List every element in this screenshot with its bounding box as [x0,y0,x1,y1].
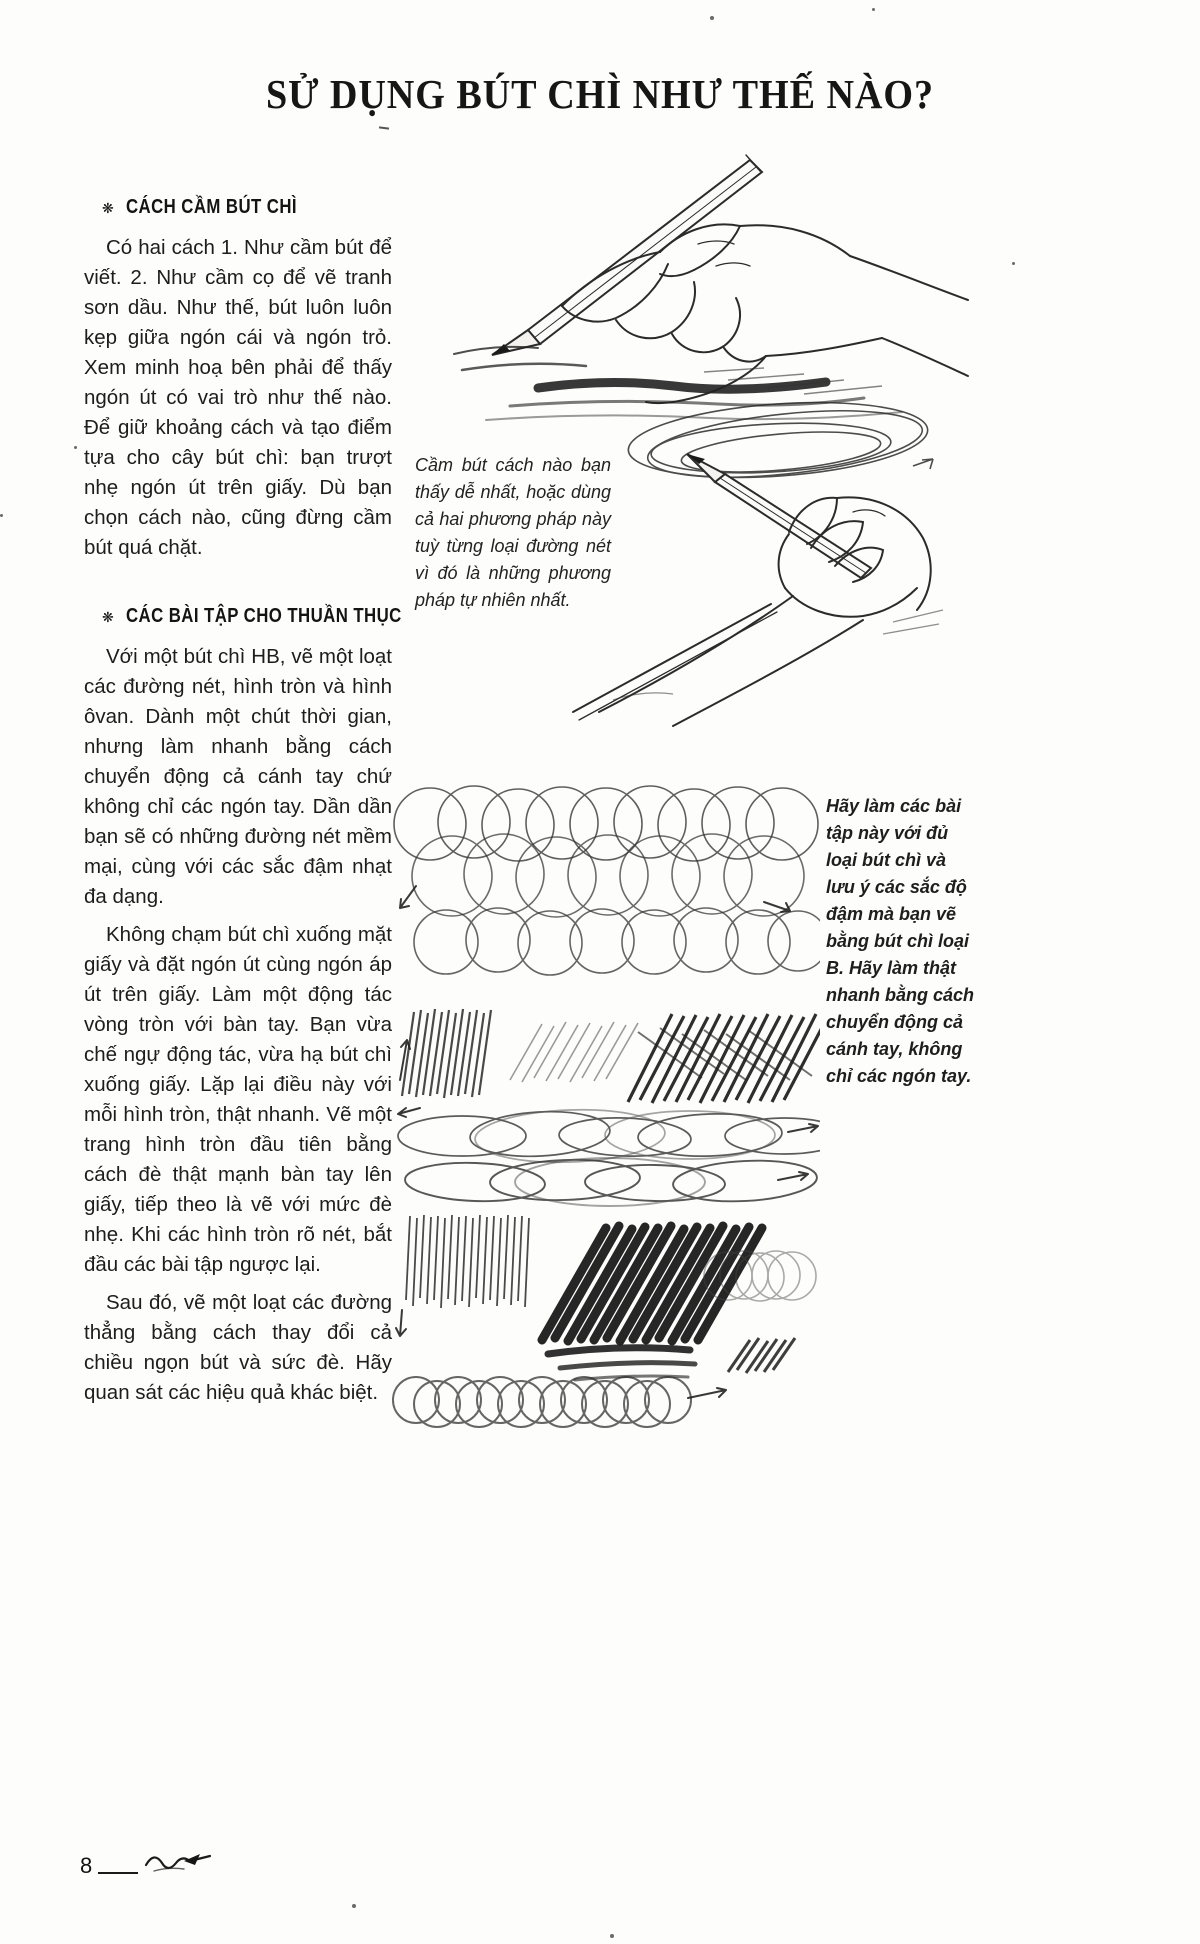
hand-brush-grip-illustration [553,382,973,732]
section-heading-exercises [84,605,402,628]
page-footer [80,1843,220,1877]
page-number: 8 [80,1853,93,1878]
scan-speck [872,8,875,11]
page-title: SỬ DỤNG BÚT CHÌ NHƯ THẾ NÀO? [265,71,934,117]
hand-outline [562,224,968,403]
hatch-shading [613,610,943,700]
scan-speck [1012,262,1015,265]
footer-rule [98,1872,138,1874]
paragraph: Sau đó, vẽ một loạt các đường thẳng bằng cách thay đổi cả chiều ngọn bút và sức đè. Hãy quan sát các hiệu quả khác biệt. [84,1291,392,1404]
scan-speck [710,16,714,20]
coil-row [393,1377,691,1427]
paragraph: Có hai cách 1. Như cầm bút để viết. 2. Như cầm cọ để vẽ tranh sơn dầu. Như thế, bút luôn luôn kẹp giữa ngón cái và ngón trỏ. Xem minh hoạ bên phải để thấy ngón út có vai trò như thế nào. Để giữ khoảng cách và tạo điểm tựa cho cây bút chì: bạn trượt nhẹ ngón út trên giấy. Dù bạn chọn cách nào, cũng đừng cầm bút quá chặt. [84,236,392,559]
hatch-dense-dark [628,1014,820,1103]
paragraph: Không chạm bút chì xuống mặt giấy và đặt ngón út cùng ngón áp út trên giấy. Làm một động tác vòng tròn với bàn tay. Bạn vừa chế ngự động tác, vừa hạ bút chì xuống giấy. Lặp lại điều này với mỗi hình tròn, thật nhanh. Vẽ một trang hình tròn đầu tiên bằng cách đè thật mạnh bàn tay lên giấy, tiếp theo là vẽ với mức đè nhẹ. Khi các hình tròn rõ nét, bắt đầu các bài tập ngược lại. [84,923,392,1276]
section-heading-text: CÁC BÀI TẬP CHO THUẦN THỤC [125,605,402,627]
paragraph: Với một bút chì HB, vẽ một loạt các đường nét, hình tròn và hình ôvan. Dành một chút thời gian, nhưng làm nhanh bằng cách chuyển động cả cánh tay chứ không chỉ các ngón tay. Dần dần bạn sẽ có những đường nét mềm mại, cùng với các sắc đậm nhạt đa dạng. [84,645,392,908]
dark-horizontal-strokes [548,1348,695,1380]
exercises-caption: Hãy làm các bài tập này với đủ loại bút chì và lưu ý các sắc độ đậm mà bạn vẽ bằng bút chì loại B. Hãy làm thật nhanh bằng cách chuyển động cả cánh tay, không chỉ các ngón tay. [826,796,975,1086]
scan-mark [379,126,389,129]
hand-outline [573,497,931,726]
circle-row-1 [394,786,818,861]
flower-bullet-icon: ❋ [102,608,114,625]
scan-speck [352,1904,356,1908]
flower-bullet-icon: ❋ [102,199,114,216]
dark-scribble-block [542,1226,762,1341]
section-heading-grip [84,196,392,219]
hatch-vertical-cluster [402,1009,491,1098]
section-heading-text: CÁCH CẦM BÚT CHÌ [125,196,297,218]
vertical-line-band [406,1215,529,1308]
circle-row-2 [412,834,804,917]
small-dark-hatch [728,1338,795,1373]
circle-row-3 [414,908,820,975]
pencil-exercises-illustration [390,778,820,1468]
pencil [492,155,762,355]
ellipse-row-1 [398,1107,820,1166]
scan-speck [610,1934,614,1938]
text-column [84,196,402,1416]
hatch-light-diagonal [510,1022,638,1082]
hands-caption: Cầm bút cách nào bạn thấy dễ nhất, hoặc dùng cả hai phương pháp này tuỳ từng loại đường nét vì đó là những phương pháp tự nhiên nhất. [415,455,611,610]
oval-scribbles [626,394,933,489]
ellipse-row-2 [404,1157,818,1206]
pen-doodle-icon [140,1843,220,1877]
scan-speck [74,446,77,449]
scan-speck [0,514,3,517]
